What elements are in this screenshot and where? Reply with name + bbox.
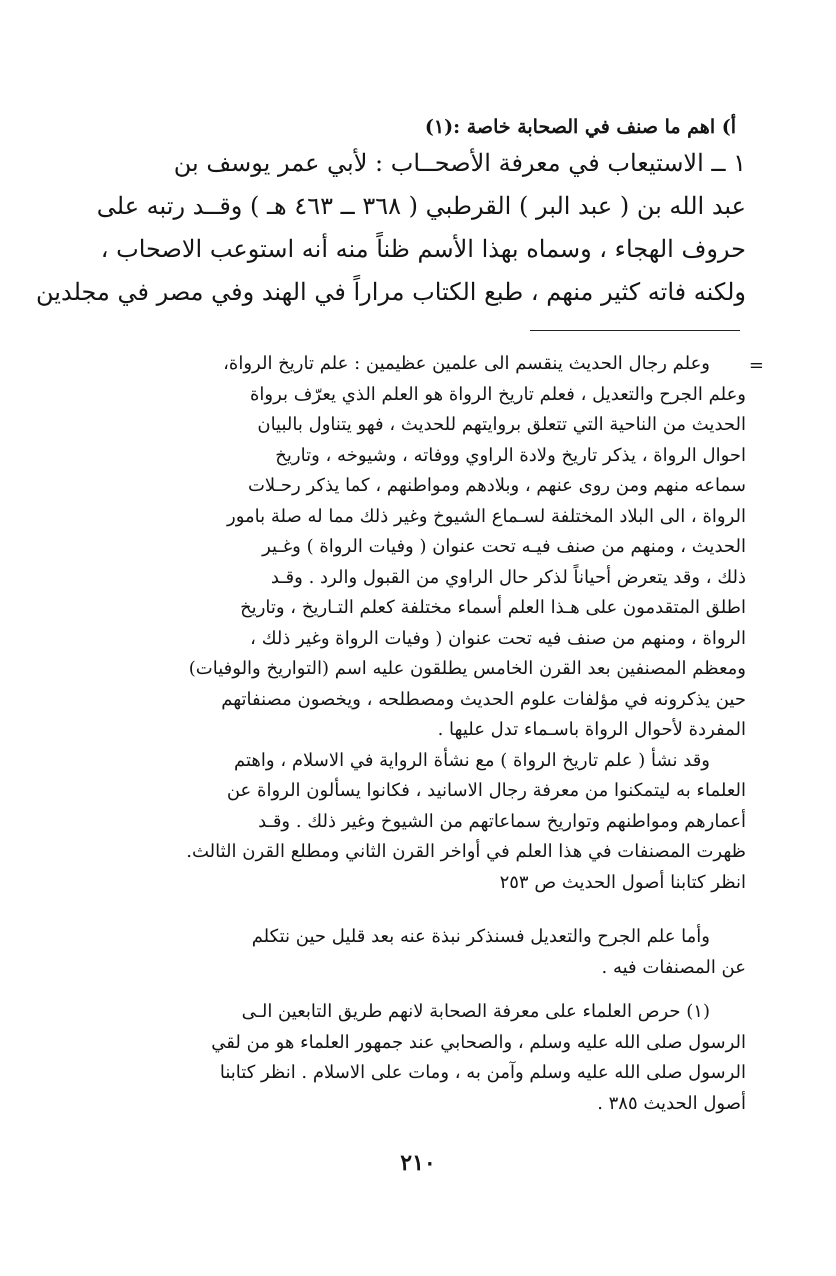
footnote-paragraph-3 (96, 922, 746, 983)
footnote-line: ظهرت المصنفات في هذا العلم في أواخر القرن الثاني ومطلع القرن الثالث. (186, 841, 746, 862)
footnote-separator-wrap (96, 314, 746, 349)
footnote-line: اطلق المتقدمون على هـذا العلم أسماء مختلفة كعلم التـاريخ ، وتاريخ (240, 597, 746, 618)
footnote-line: احوال الرواة ، يذكر تاريخ ولادة الراوي ووفاته ، وشيوخه ، وتاريخ (275, 444, 746, 466)
footnote-line: الرواة ، ومنهم من صنف فيه تحت عنوان ( وفيات الرواة وغير ذلك ، (250, 627, 746, 649)
main-line: ١ ــ الاستيعاب في معرفة الأصحــاب : لأبي عمر يوسف بن (173, 149, 746, 177)
paragraph-gap (96, 983, 746, 997)
continuation-marker: = (748, 355, 764, 376)
footnote-line: وأما علم الجرح والتعديل فسنذكر نبذة عنه بعد قليل حين نتكلم (251, 926, 710, 947)
page-number: ٢١٠ (400, 1150, 436, 1176)
footnote-paragraph-2 (96, 746, 746, 899)
footnote-line: حين يذكرونه في مؤلفات علوم الحديث ومصطلحه ، ويخصون مصنفاتهم (221, 688, 746, 710)
footnote-line: الحديث من الناحية التي تتعلق بروايتهم للحديث ، فهو يتناول بالبيان (257, 414, 746, 435)
footnote-separator (530, 330, 740, 331)
main-paragraph (36, 142, 746, 314)
section-heading: أ) اهم ما صنف في الصحابة خاصة :(١) (424, 116, 736, 138)
main-line: حروف الهجاء ، وسماه بهذا الأسم ظناً منه أنه استوعب الاصحاب ، (100, 235, 746, 263)
footnote-paragraph-4 (96, 997, 746, 1119)
footnote-line: وقد نشأ ( علم تاريخ الرواة ) مع نشأة الرواية في الاسلام ، واهتم (234, 749, 710, 771)
footnote-line: الحديث ، ومنهم من صنف فيـه تحت عنوان ( وفيات الرواة ) وغـير (262, 536, 746, 557)
footnote-paragraph-1 (96, 349, 764, 380)
footnote-line: ومعظم المصنفين بعد القرن الخامس يطلقون عليه اسم (التواريخ والوفيات) (188, 658, 746, 679)
main-line: عبد الله بن ( عبد البر ) القرطبي ( ٣٦٨ ــ ٤٦٣ هـ ) وقــد رتبه على (96, 192, 746, 220)
paragraph-gap (96, 898, 746, 922)
footnote-line: انظر كتابنا أصول الحديث ص ٢٥٣ (499, 871, 746, 893)
footnote-line: الرسول صلى الله عليه وسلم وآمن به ، ومات على الاسلام . انظر كتابنا (219, 1062, 746, 1083)
footnote-line: العلماء به ليتمكنوا من معرفة رجال الاسانيد ، فكانوا يسألون الرواة عن (226, 780, 746, 801)
footnote-line: عن المصنفات فيه . (601, 956, 746, 978)
footnote-line: أصول الحديث ٣٨٥ . (597, 1092, 746, 1114)
main-line: ولكنه فاته كثير منهم ، طبع الكتاب مراراً في الهند وفي مصر في مجلدين (36, 278, 746, 306)
footnote-line: وعلم رجال الحديث ينقسم الى علمين عظيمين : علم تاريخ الرواة، (223, 353, 710, 374)
footnote-line: المفردة لأحوال الرواة باسـماء تدل عليها . (437, 719, 746, 740)
footnote-line: ذلك ، وقد يتعرض أحياناً لذكر حال الراوي من القبول والرد . وقـد (270, 566, 746, 588)
page-body (36, 112, 764, 1119)
footnote-paragraph-1-cont (96, 380, 746, 746)
footnote-line: سماعه منهم ومن روى عنهم ، وبلادهم ومواطنهم ، كما يذكر رحـلات (247, 475, 746, 496)
footnote-line: الرسول صلى الله عليه وسلم ، والصحابي عند جمهور العلماء هو من لقي (211, 1031, 746, 1053)
footnote-line: الرواة ، الى البلاد المختلفة لسـماع الشيوخ وغير ذلك مما له صلة بامور (227, 505, 746, 527)
footnote-line: وعلم الجرح والتعديل ، فعلم تاريخ الرواة هو العلم الذي يعرّف برواة (249, 383, 746, 405)
footnote-line: (١) حرص العلماء على معرفة الصحابة لانهم طريق التابعين الـى (241, 1001, 710, 1022)
footnote-line: أعمارهم ومواطنهم وتواريخ سماعاتهم من الشيوخ وغير ذلك . وقـد (258, 810, 746, 832)
